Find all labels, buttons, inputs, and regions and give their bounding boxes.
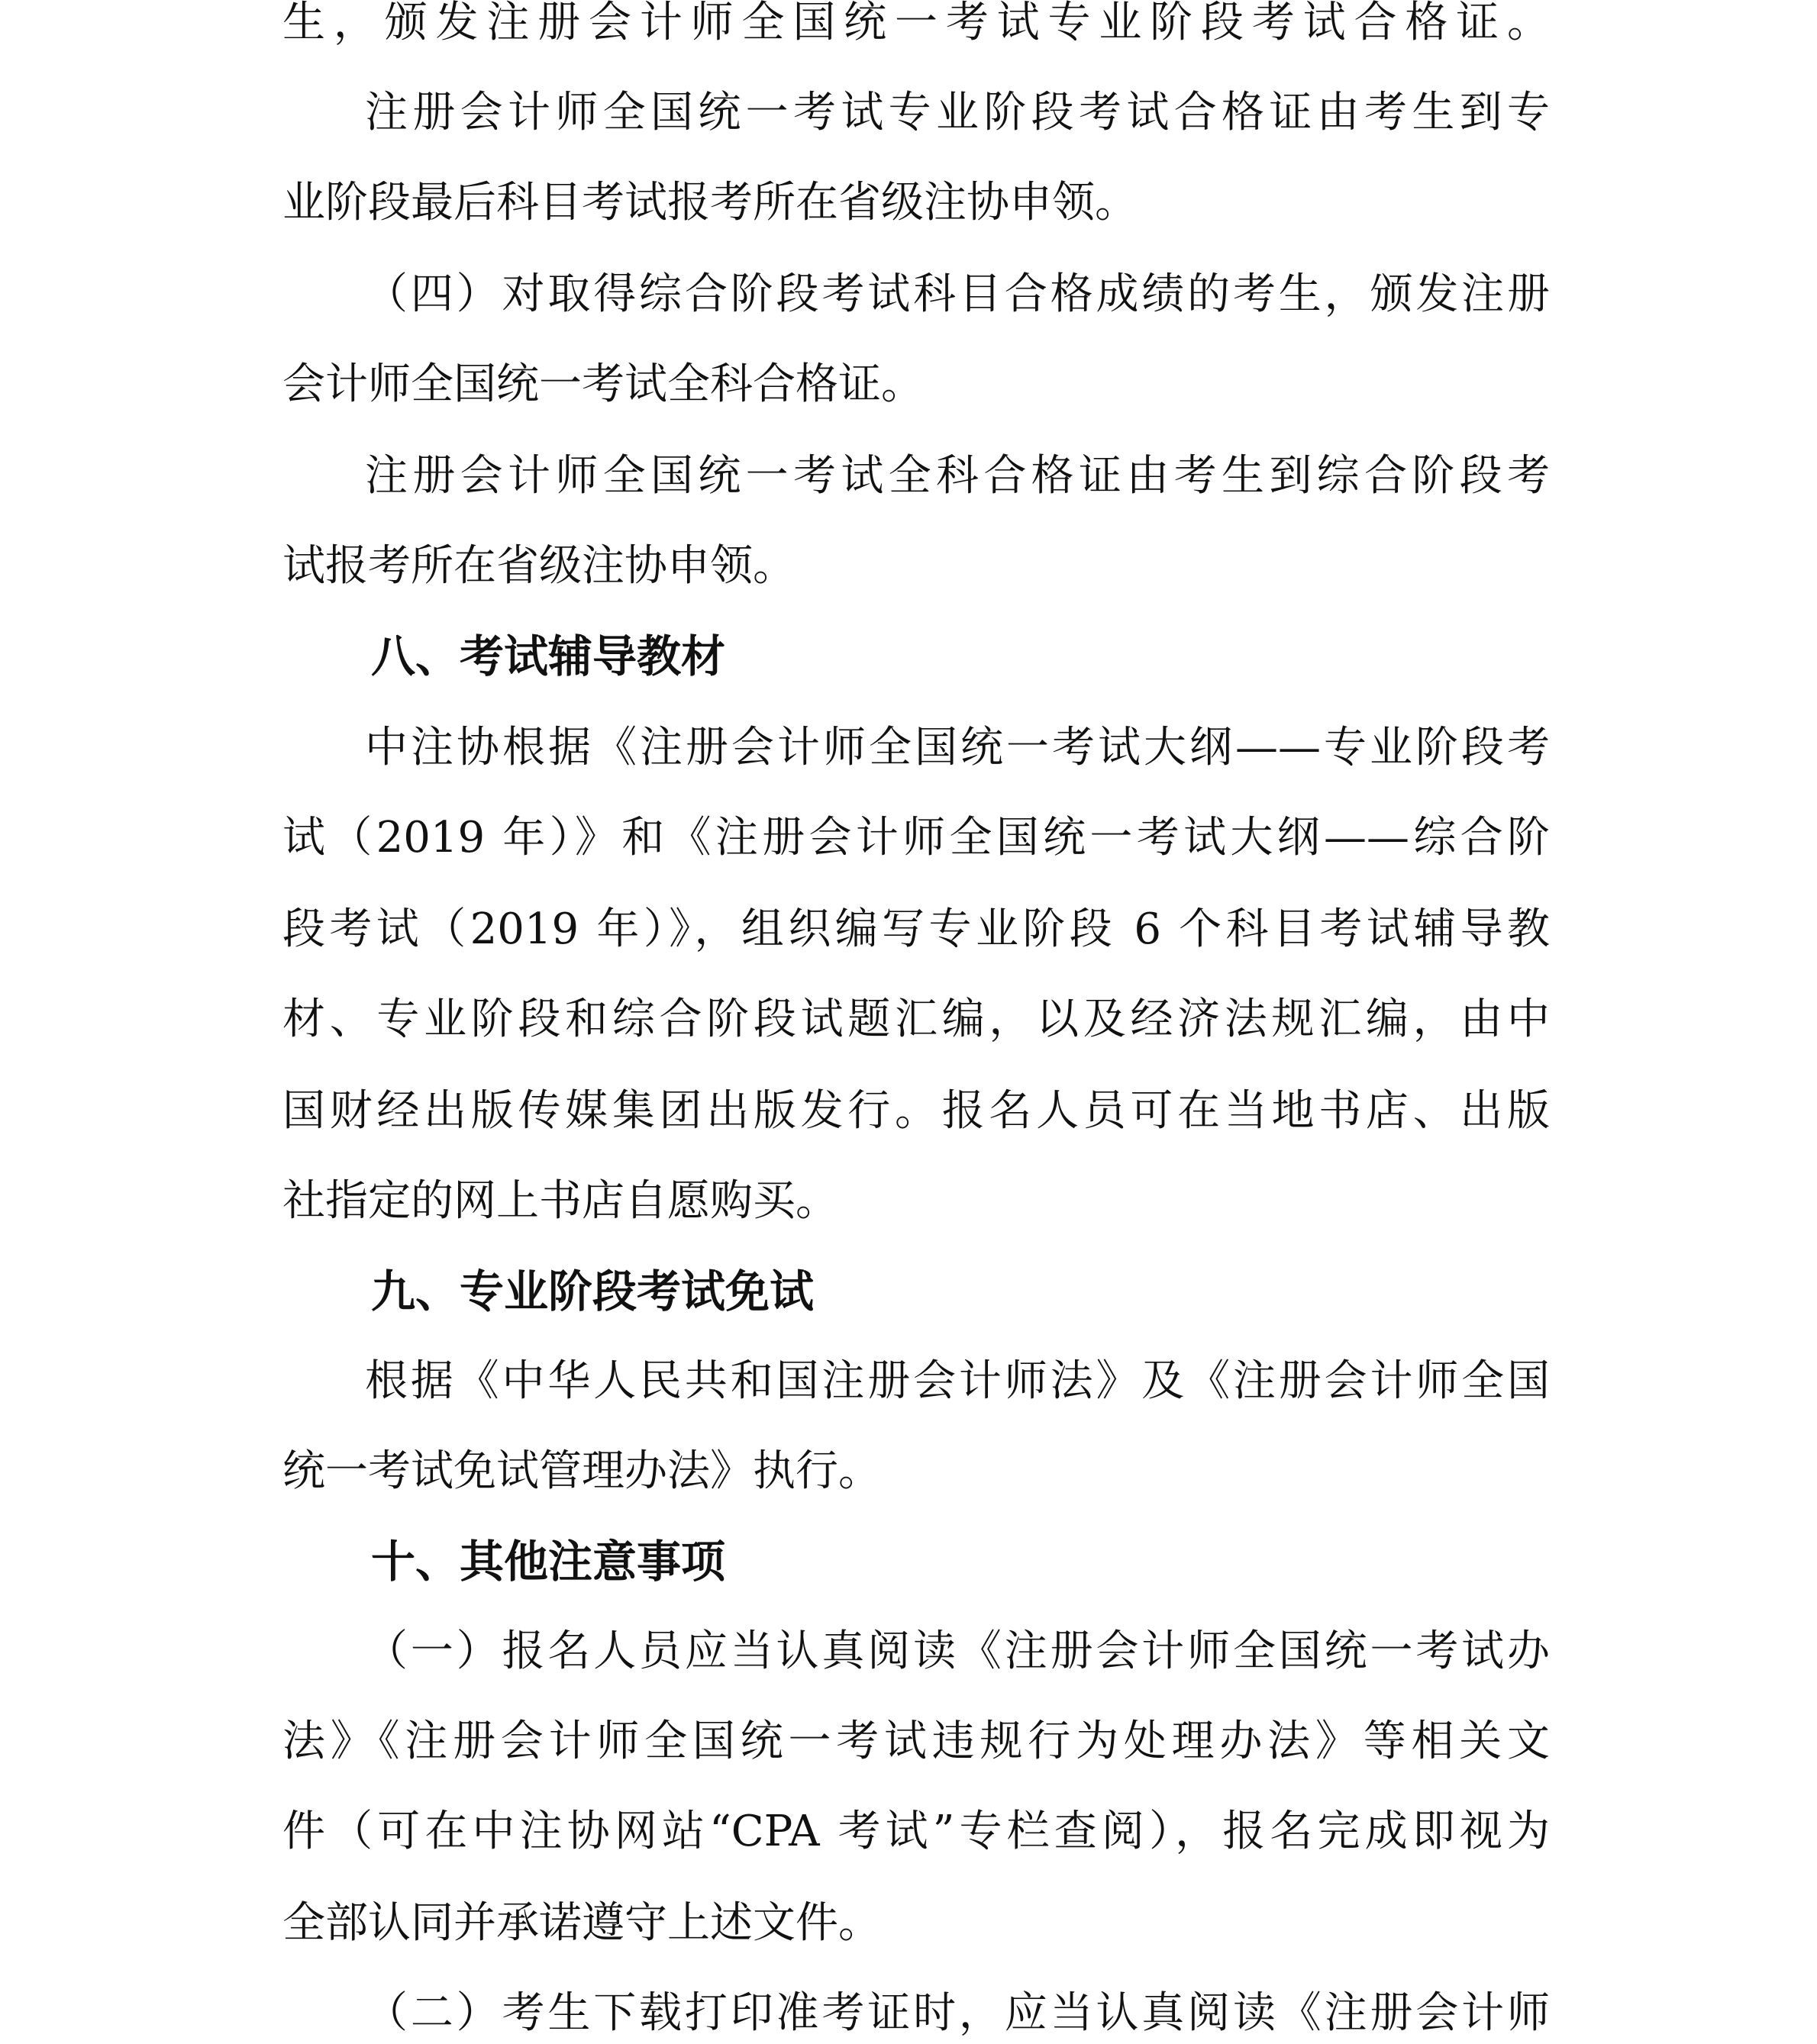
text-line: 统一考试免试管理办法》执行。 bbox=[282, 1446, 881, 1496]
text-line: 中注协根据《注册会计师全国统一考试大纲——专业阶段考 bbox=[365, 723, 1550, 772]
text-line: 试报考所在省级注协申领。 bbox=[282, 541, 796, 591]
text-line: 根据《中华人民共和国注册会计师法》及《注册会计师全国 bbox=[365, 1356, 1550, 1406]
text-line: （四）对取得综合阶段考试科目合格成绩的考生，颁发注册 bbox=[365, 269, 1550, 319]
text-line: 段考试（2019 年）》，组织编写专业阶段 6 个科目考试辅导教 bbox=[282, 904, 1550, 954]
text-line: 国财经出版传媒集团出版发行。报名人员可在当地书店、出版 bbox=[282, 1086, 1550, 1136]
section-heading-8: 八、考试辅导教材 bbox=[371, 630, 726, 682]
text-line: 件（可在中注协网站“CPA 考试”专栏查阅），报名完成即视为 bbox=[282, 1807, 1550, 1856]
text-line: 试（2019 年）》和《注册会计师全国统一考试大纲——综合阶 bbox=[282, 813, 1550, 862]
text-line: 会计师全国统一考试全科合格证。 bbox=[282, 359, 924, 409]
section-heading-10: 十、其他注意事项 bbox=[371, 1536, 726, 1588]
section-heading-9: 九、专业阶段考试免试 bbox=[371, 1265, 815, 1317]
text-line: 法》《注册会计师全国统一考试违规行为处理办法》等相关文 bbox=[282, 1717, 1550, 1766]
text-line: 注册会计师全国统一考试专业阶段考试合格证由考生到专 bbox=[365, 88, 1550, 137]
text-line: 全部认同并承诺遵守上述文件。 bbox=[282, 1898, 881, 1948]
text-line: （二）考生下载打印准考证时，应当认真阅读《注册会计师 bbox=[365, 1988, 1550, 2038]
text-line: 生，颁发注册会计师全国统一考试专业阶段考试合格证。 bbox=[282, 0, 1550, 47]
text-line: 注册会计师全国统一考试全科合格证由考生到综合阶段考 bbox=[365, 451, 1550, 501]
text-line: 业阶段最后科目考试报考所在省级注协申领。 bbox=[282, 178, 1138, 227]
text-line: 社指定的网上书店自愿购买。 bbox=[282, 1176, 838, 1226]
text-line: （一）报名人员应当认真阅读《注册会计师全国统一考试办 bbox=[365, 1626, 1550, 1676]
text-line: 材、专业阶段和综合阶段试题汇编，以及经济法规汇编，由中 bbox=[282, 995, 1550, 1044]
